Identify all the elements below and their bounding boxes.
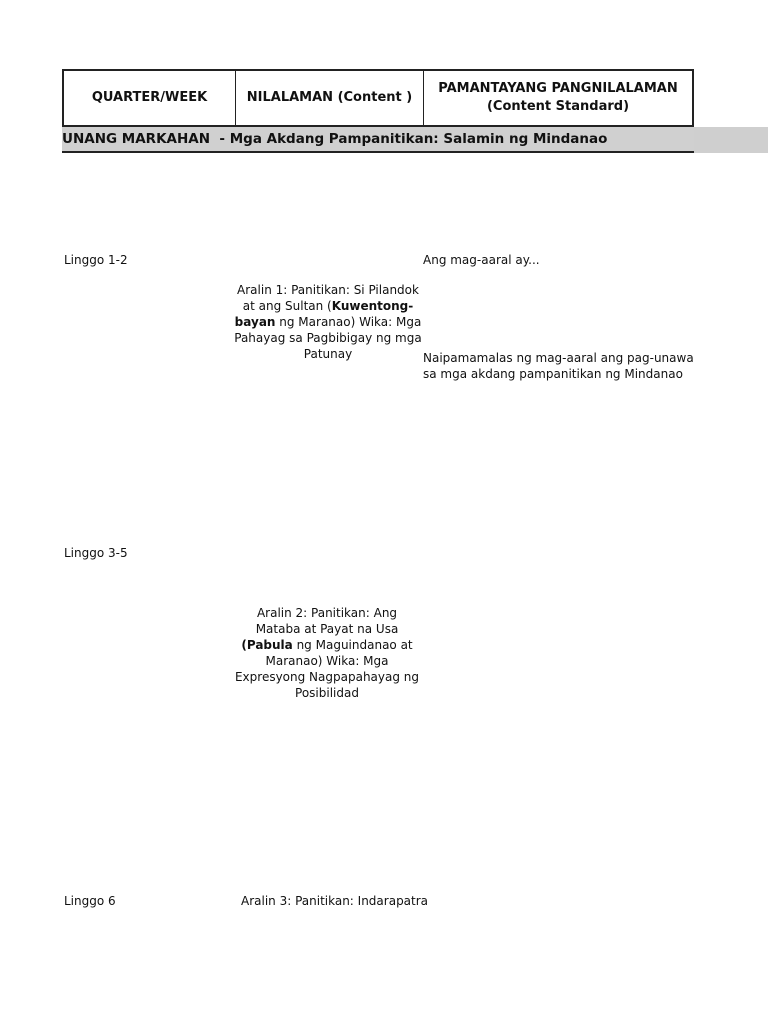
week-label: Linggo 1-2 bbox=[64, 253, 128, 267]
header-content-standard-line2: (Content Standard) bbox=[486, 99, 630, 114]
table-header bbox=[62, 69, 694, 127]
lesson-text: ng Maguindanao at Maranao) Wika: Mga Expresyong Nagpapahayag ng Posibilidad bbox=[234, 638, 420, 700]
lesson-genre: Kuwentong-bayan bbox=[234, 299, 414, 329]
lesson-text: Aralin 2: Panitikan: Ang Mataba at Payat na Usa bbox=[255, 606, 399, 636]
lesson-content: Aralin 3: Panitikan: Indarapatra bbox=[241, 894, 429, 908]
header-content: NILALAMAN (Content ) bbox=[236, 71, 424, 125]
lesson-content bbox=[232, 282, 424, 362]
header-quarter-week: QUARTER/WEEK bbox=[64, 71, 236, 125]
week-label: Linggo 3-5 bbox=[64, 546, 128, 560]
lesson-text: ng Maranao) Wika: Mga Pahayag sa Pagbibigay ng mga Patunay bbox=[234, 315, 422, 361]
quarter-band-extension bbox=[694, 127, 768, 153]
standard-intro: Ang mag-aaral ay... bbox=[423, 253, 540, 267]
week-label: Linggo 6 bbox=[64, 894, 116, 908]
content-standard: Naipamamalas ng mag-aaral ang pag-unawa sa mga akdang pampanitikan ng Mindanao bbox=[423, 351, 694, 381]
lesson-text: Aralin 1: Panitikan: Si Pilandok at ang Sultan ( bbox=[237, 283, 419, 313]
lesson-content bbox=[234, 605, 420, 701]
header-content-standard bbox=[424, 71, 692, 125]
header-content-standard-line1: PAMANTAYANG PANGNILALAMAN bbox=[438, 81, 678, 96]
lesson-genre: (Pabula bbox=[241, 638, 293, 652]
quarter-heading: UNANG MARKAHAN - Mga Akdang Pampanitikan: Salamin ng Mindanao bbox=[62, 127, 694, 153]
